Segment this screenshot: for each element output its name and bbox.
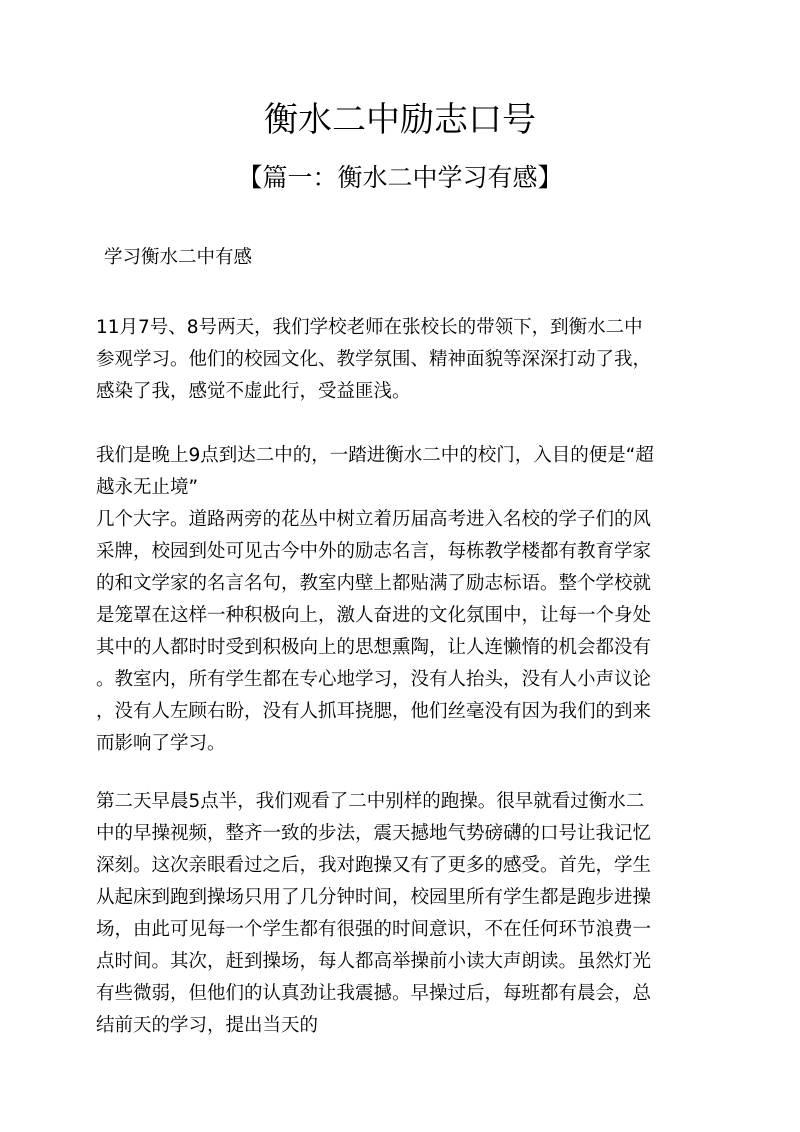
text-line: 参观学习。他们的校园文化、教学氛围、精神面貌等深深打动了我， — [96, 349, 652, 370]
text-line: 。教室内，所有学生都在专心地学习，没有人抬头，没有人小声议论 — [96, 669, 652, 690]
text-line: 第二天早晨5点半，我们观看了二中别样的跑操。很早就看过衡水二 — [96, 791, 645, 812]
text-line: 场，由此可见每一个学生都有很强的时间意识，不在任何环节浪费一 — [96, 919, 652, 940]
text-line: 其中的人都时时受到积极向上的思想熏陶，让人连懒惰的机会都没有 — [96, 637, 652, 658]
text-line: 几个大字。道路两旁的花丛中树立着历届高考进入名校的学子们的风 — [96, 509, 652, 530]
text-line: 采牌，校园到处可见古今中外的励志名言，每栋教学楼都有教育学家 — [96, 541, 652, 562]
document-title: 衡水二中励志口号 — [264, 100, 536, 140]
text-line: ，没有人左顾右盼，没有人抓耳挠腮，他们丝毫没有因为我们的到来 — [96, 701, 652, 722]
document-subtitle: 【篇一：衡水二中学习有感】 — [237, 163, 563, 192]
text-line: 有些微弱，但他们的认真劲让我震撼。早操过后，每班都有晨会，总 — [96, 983, 652, 1004]
text-line: 越永无止境” — [96, 477, 199, 498]
text-line: 的和文学家的名言名句，教室内壁上都贴满了励志标语。整个学校就 — [96, 573, 652, 594]
text-line: 11月7号、8号两天，我们学校老师在张校长的带领下，到衡水二中 — [96, 317, 643, 338]
paragraph-1 — [96, 312, 708, 408]
text-line: 从起床到跑到操场只用了几分钟时间，校园里所有学生都是跑步进操 — [96, 887, 652, 908]
text-line: 我们是晚上9点到达二中的，一踏进衡水二中的校门，入目的便是“超 — [96, 445, 654, 466]
text-line: 是笼罩在这样一种积极向上，激人奋进的文化氛围中，让每一个身处 — [96, 605, 652, 626]
text-line: 感染了我，感觉不虚此行，受益匪浅。 — [96, 381, 411, 402]
section-heading: 学习衡水二中有感 — [104, 247, 253, 268]
text-line: 深刻。这次亲眼看过之后，我对跑操又有了更多的感受。首先，学生 — [96, 855, 652, 876]
text-line: 而影响了学习。 — [96, 733, 226, 754]
paragraph-3 — [96, 786, 708, 1042]
paragraph-2 — [96, 440, 708, 760]
text-line: 中的早操视频，整齐一致的步法，震天撼地气势磅礴的口号让我记忆 — [96, 823, 652, 844]
text-line: 结前天的学习，提出当天的 — [96, 1015, 319, 1036]
text-line: 点时间。其次，赶到操场，每人都高举操前小读大声朗读。虽然灯光 — [96, 951, 652, 972]
